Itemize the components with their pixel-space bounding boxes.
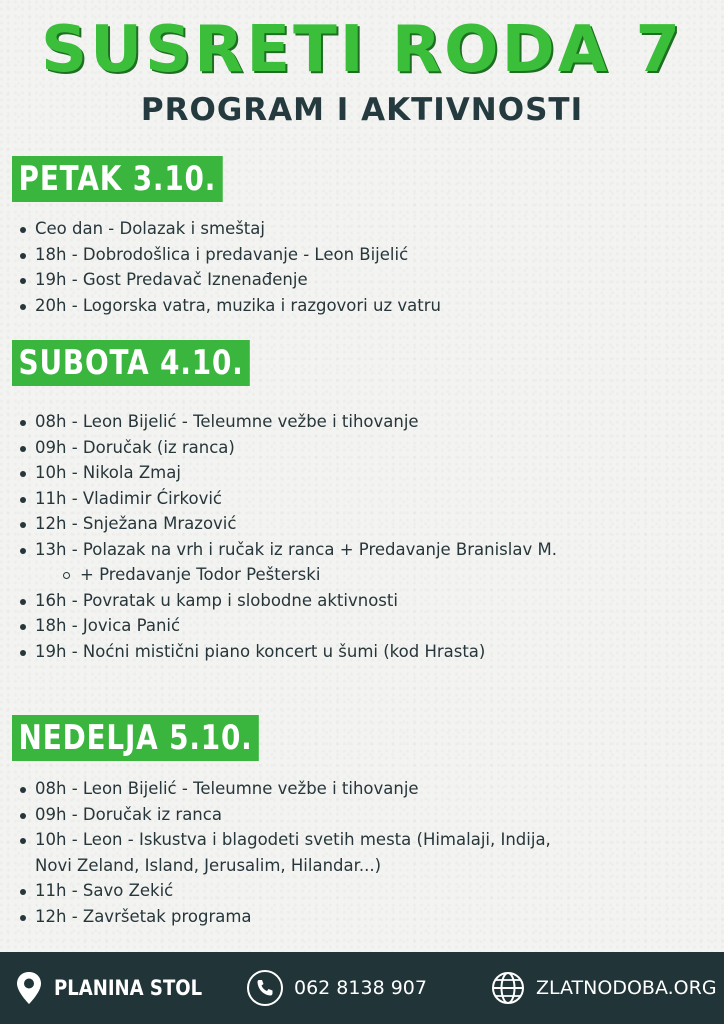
list-item: 10h - Nikola Zmaj: [18, 460, 708, 486]
day-heading-friday: [12, 156, 223, 202]
list-item: 16h - Povratak u kamp i slobodne aktivnosti: [18, 588, 708, 614]
footer-website[interactable]: [490, 952, 717, 1024]
list-item: 12h - Završetak programa: [18, 904, 708, 930]
list-item: 11h - Vladimir Ćirković: [18, 486, 708, 512]
saturday-schedule-list: [18, 409, 708, 664]
page-title: SUSRETI RODA 7: [40, 13, 684, 87]
page-subtitle: PROGRAM I AKTIVNOSTI: [140, 92, 584, 128]
footer-bar: [0, 952, 724, 1024]
day-heading-label: SUBOTA 4.10.: [18, 343, 244, 383]
day-heading-saturday: [12, 340, 250, 386]
list-item: 19h - Noćni mistični piano koncert u šumi (kod Hrasta): [18, 639, 708, 665]
list-item: 13h - Polazak na vrh i ručak iz ranca + Predavanje Branislav M.: [18, 537, 708, 563]
footer-location: [14, 952, 226, 1024]
phone-number[interactable]: 062 8138 907: [294, 977, 427, 999]
list-item-continuation: Novi Zeland, Island, Jerusalim, Hilandar...): [35, 855, 382, 875]
sunday-schedule-list: [18, 776, 708, 929]
map-pin-icon: [14, 970, 44, 1006]
location-text: PLANINA STOL: [54, 976, 203, 1000]
phone-icon: [246, 969, 284, 1007]
day-heading-label: PETAK 3.10.: [18, 159, 217, 199]
list-item: 08h - Leon Bijelić - Teleumne vežbe i tihovanje: [18, 776, 708, 802]
list-item: Ceo dan - Dolazak i smeštaj: [18, 216, 708, 242]
footer-phone[interactable]: [246, 952, 427, 1024]
website-link[interactable]: ZLATNODOBA.ORG: [536, 977, 717, 999]
list-item: 20h - Logorska vatra, muzika i razgovori uz vatru: [18, 293, 708, 319]
friday-schedule-list: [18, 216, 708, 318]
globe-icon: [490, 970, 526, 1006]
list-item: 09h - Doručak (iz ranca): [18, 435, 708, 461]
list-item: 10h - Leon - Iskustva i blagodeti svetih mesta (Himalaji, Indija,: [18, 827, 708, 853]
list-item: 18h - Jovica Panić: [18, 613, 708, 639]
list-item: 19h - Gost Predavač Iznenađenje: [18, 267, 708, 293]
day-heading-sunday: [12, 715, 259, 761]
list-item: 18h - Dobrodošlica i predavanje - Leon Bijelić: [18, 242, 708, 268]
list-item: 08h - Leon Bijelić - Teleumne vežbe i tihovanje: [18, 409, 708, 435]
day-heading-label: NEDELJA 5.10.: [18, 718, 253, 758]
list-item: 12h - Snježana Mrazović: [18, 511, 708, 537]
list-item: 11h - Savo Zekić: [18, 878, 708, 904]
sub-list-item: + Predavanje Todor Pešterski: [18, 562, 708, 588]
list-item: 09h - Doručak iz ranca: [18, 802, 708, 828]
